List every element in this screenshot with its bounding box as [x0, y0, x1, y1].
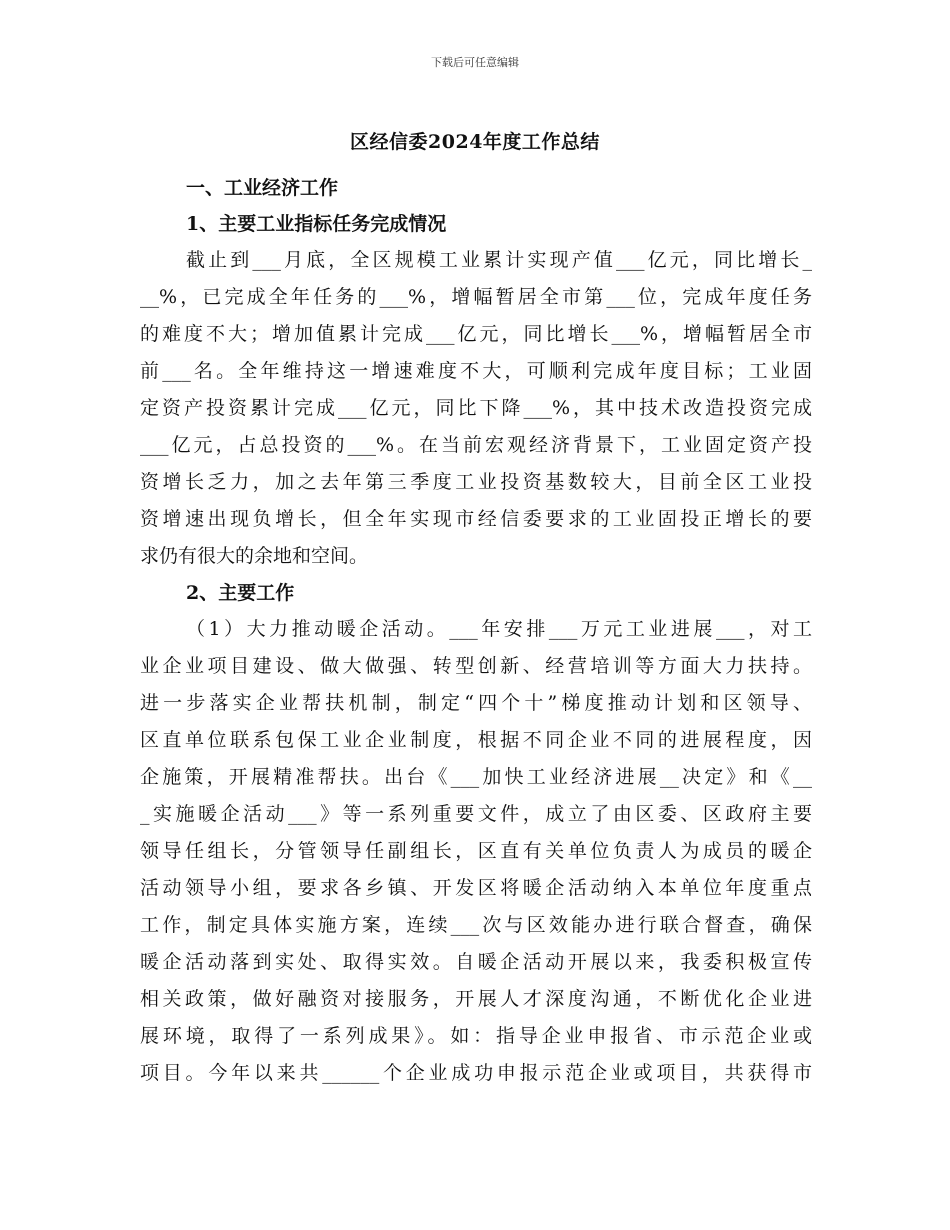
text-line: 业企业项目建设、做大做强、转型创新、经营培训等方面大力扶持。	[140, 655, 812, 677]
text-line: __%，已完成全年任务的___%，增幅暂居全市第___位，完成年度任务	[140, 286, 812, 308]
text-line: 项目。今年以来共______个企业成功申报示范企业或项目，共获得市	[140, 1062, 812, 1084]
text-line: 领导任组长，分管领导任副组长，区直有关单位负责人为成员的暖企	[140, 840, 812, 862]
section-heading-industrial-economy: 一、工业经济工作	[186, 177, 339, 199]
text-line: 活动领导小组，要求各乡镇、开发区将暖企活动纳入本单位年度重点	[140, 877, 812, 899]
text-line: _实施暖企活动___》等一系列重要文件，成立了由区委、区政府主要	[140, 803, 812, 825]
text-line: （1）大力推动暖企活动。___年安排___万元工业进展___，对工	[186, 618, 812, 640]
text-line: 截止到___月底，全区规模工业累计实现产值___亿元，同比增长_	[186, 249, 812, 271]
paragraph-indicators	[140, 242, 812, 575]
subsection-heading-indicators: 1、主要工业指标任务完成情况	[186, 213, 447, 235]
paragraph-main-work	[140, 611, 812, 1092]
text-line: 资增速出现负增长，但全年实现市经信委要求的工业固投正增长的要	[140, 508, 812, 530]
text-line: 区直单位联系包保工业企业制度，根据不同企业不同的进展程度，因	[140, 729, 812, 751]
text-line: 资增长乏力，加之去年第三季度工业投资基数较大，目前全区工业投	[140, 471, 812, 493]
text-line: 相关政策，做好融资对接服务，开展人才深度沟通，不断优化企业进	[140, 988, 812, 1010]
text-line: 展环境，取得了一系列成果》。如：指导企业申报省、市示范企业或	[140, 1025, 812, 1047]
text-line: ___亿元，占总投资的___%。在当前宏观经济背景下，工业固定资产投	[140, 434, 812, 456]
subsection-heading-main-work: 2、主要工作	[186, 582, 295, 604]
text-line: 求仍有很大的余地和空间。	[140, 545, 369, 567]
text-line: 工作，制定具体实施方案，连续___次与区效能办进行联合督查，确保	[140, 914, 812, 936]
document-body	[140, 170, 812, 1092]
text-line: 的难度不大；增加值累计完成___亿元，同比增长___%，增幅暂居全市	[140, 323, 812, 345]
text-line: 暖企活动落到实处、取得实效。自暖企活动开展以来，我委积极宣传	[140, 951, 812, 973]
document-title: 区经信委2024年度工作总结	[350, 131, 600, 153]
page-header-note: 下载后可任意编辑	[431, 56, 519, 69]
text-line: 定资产投资累计完成___亿元，同比下降___%，其中技术改造投资完成	[140, 397, 812, 419]
text-line: 企施策，开展精准帮扶。出台《___加快工业经济进展__决定》和《__	[140, 766, 812, 788]
text-line: 前___名。全年维持这一增速难度不大，可顺利完成年度目标；工业固	[140, 360, 812, 382]
text-line: 进一步落实企业帮扶机制，制定“四个十”梯度推动计划和区领导、	[140, 692, 812, 714]
